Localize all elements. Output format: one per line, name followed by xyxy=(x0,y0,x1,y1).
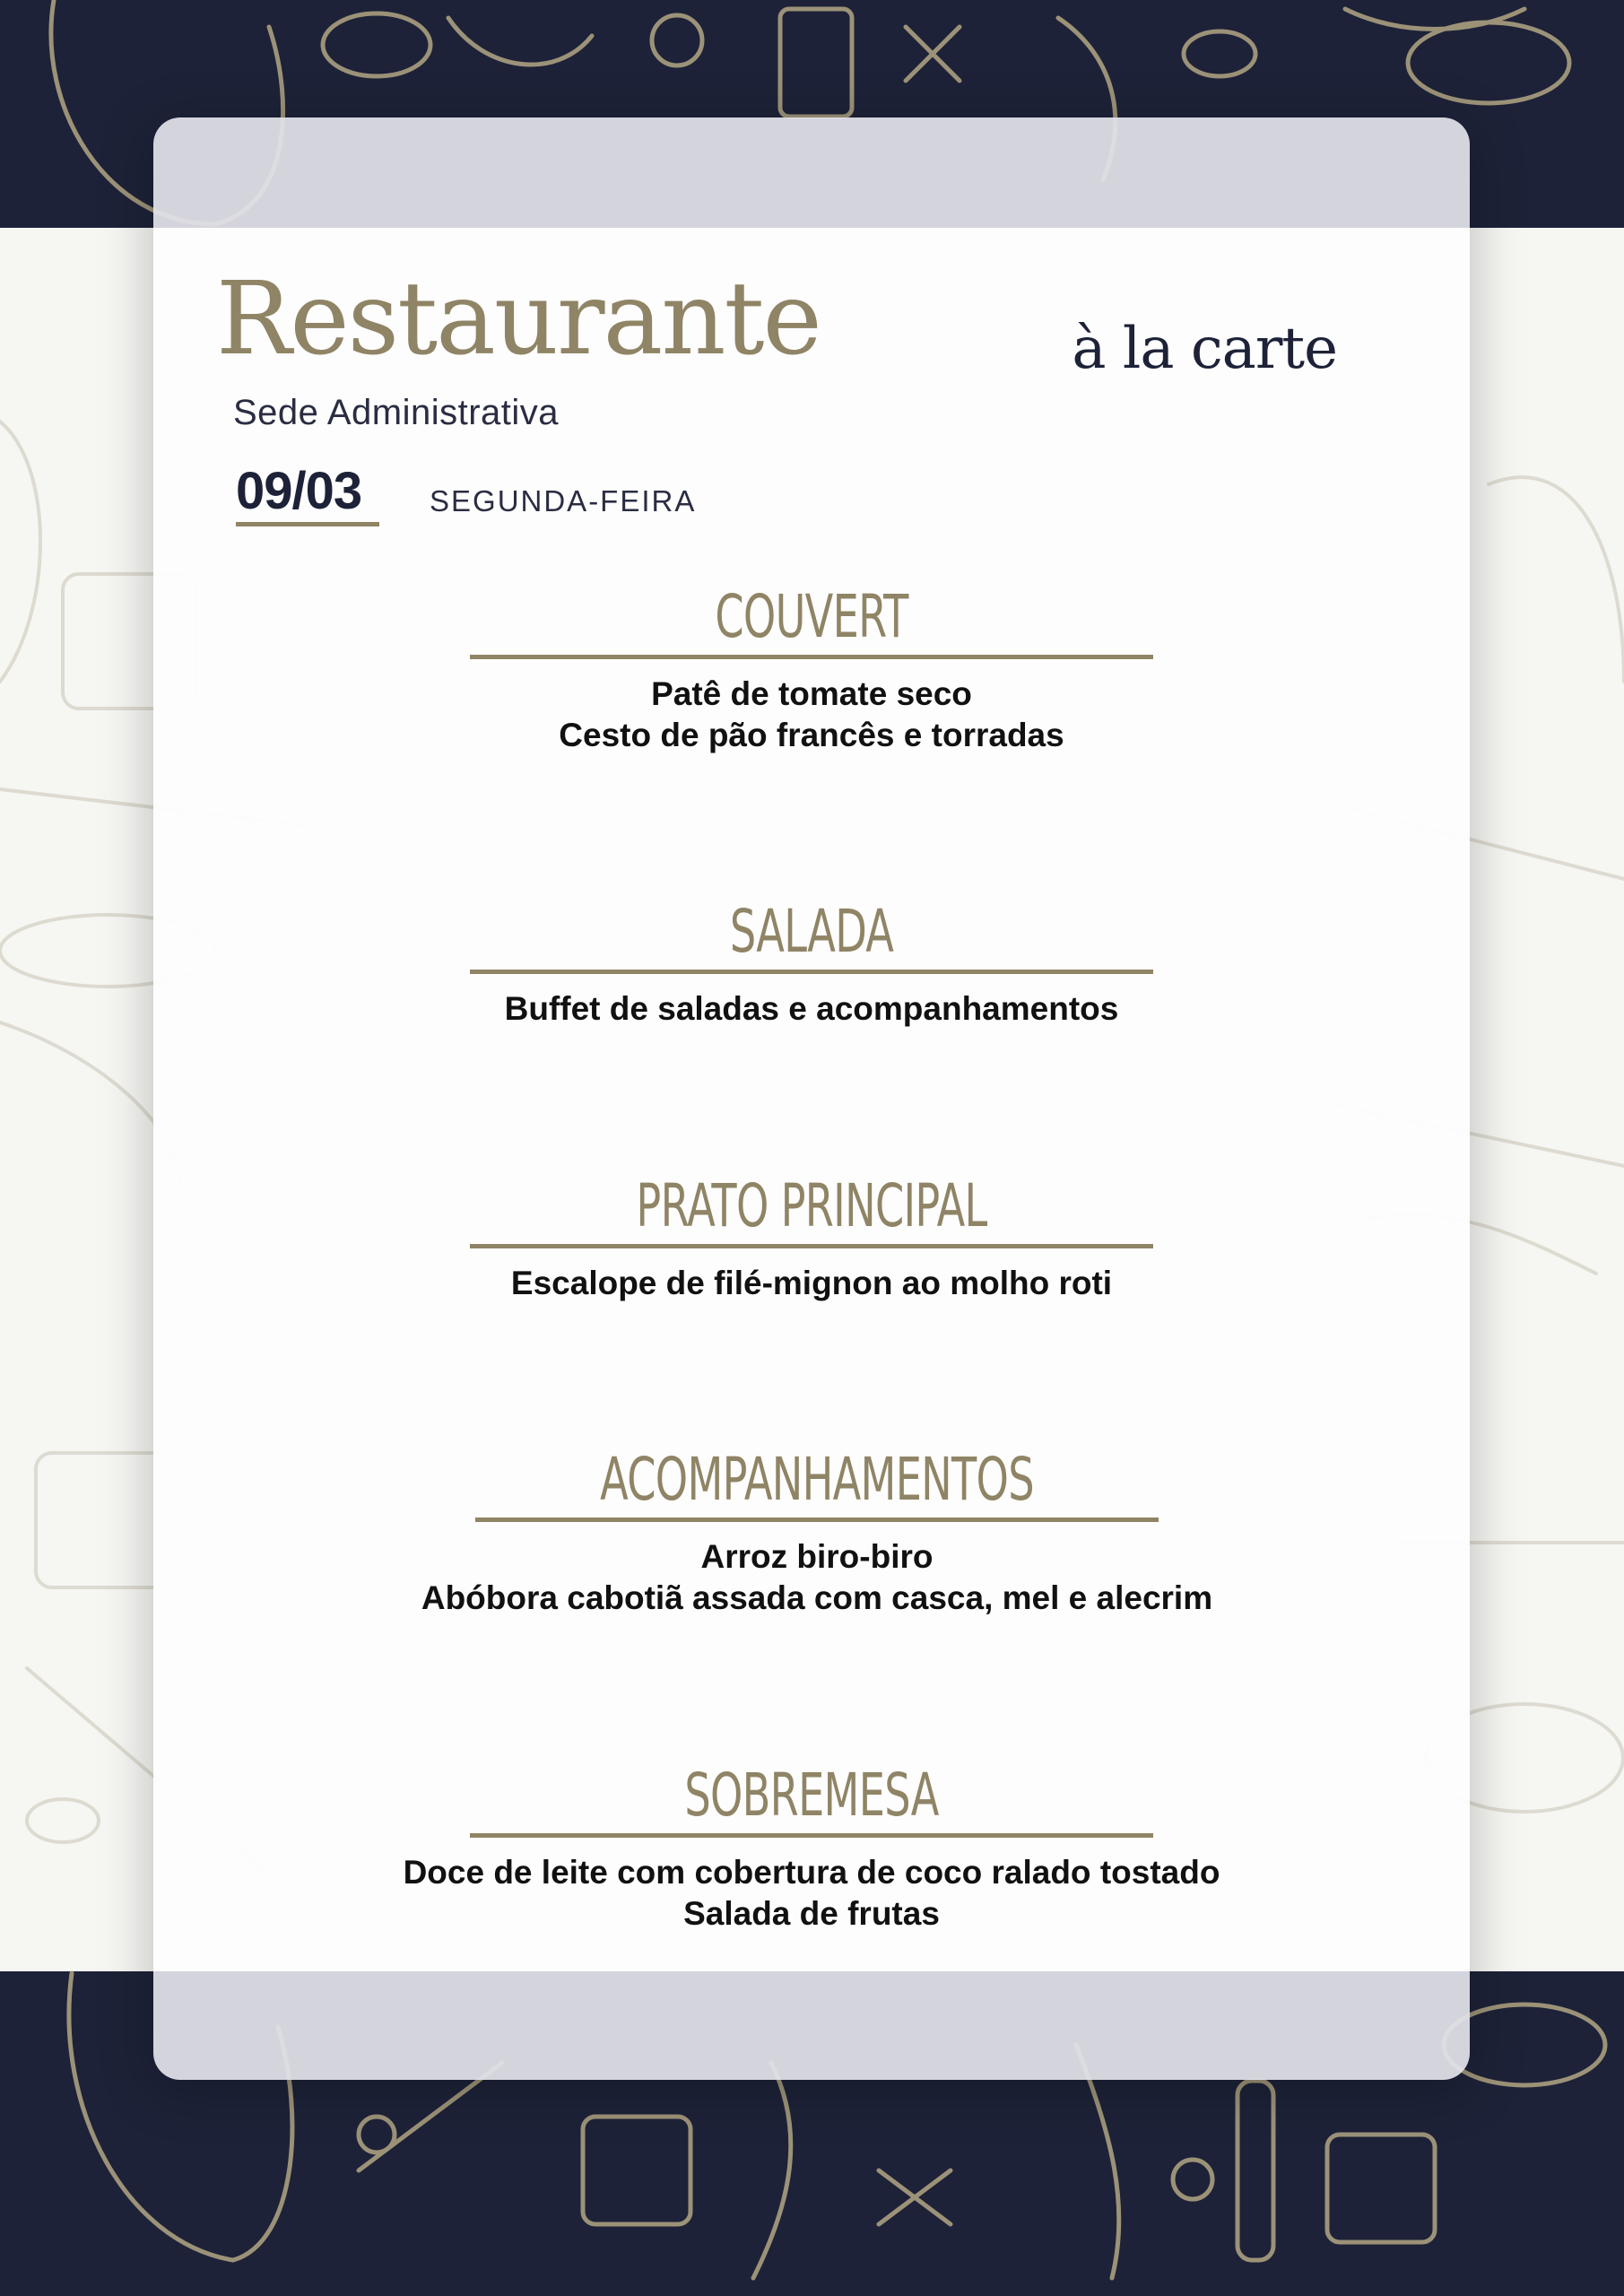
restaurant-subtitle: Sede Administrativa xyxy=(233,393,560,432)
menu-item: Buffet de saladas e acompanhamentos xyxy=(504,990,1119,1027)
section-title: SOBREMESA xyxy=(684,1761,939,1830)
section-title: COUVERT xyxy=(715,582,908,651)
section-prato-principal xyxy=(470,1171,1153,1304)
menu-item: Escalope de filé-mignon ao molho roti xyxy=(510,1265,1113,1301)
service-label: à la carte xyxy=(1072,316,1337,382)
section-sobremesa xyxy=(403,1761,1220,1935)
menu-item: Arroz biro-biro xyxy=(700,1538,934,1575)
section-rule xyxy=(475,1518,1159,1522)
menu-item: Abóbora cabotiã assada com casca, mel e alecrim xyxy=(421,1579,1213,1616)
section-acompanhamentos xyxy=(421,1445,1213,1619)
menu-item: Patê de tomate seco xyxy=(651,675,972,712)
menu-item: Doce de leite com cobertura de coco ralado tostado xyxy=(403,1854,1220,1891)
menu-item: Salada de frutas xyxy=(683,1895,940,1932)
menu-weekday: SEGUNDA-FEIRA xyxy=(430,484,697,517)
section-salada xyxy=(470,897,1153,1030)
section-title: SALADA xyxy=(729,897,894,966)
section-title: ACOMPANHAMENTOS xyxy=(600,1445,1034,1514)
section-couvert xyxy=(470,582,1153,756)
restaurant-title: Restaurante xyxy=(216,261,821,378)
menu-item: Cesto de pão francês e torradas xyxy=(559,717,1064,753)
section-rule xyxy=(470,655,1153,659)
section-rule xyxy=(470,970,1153,974)
section-rule xyxy=(470,1833,1153,1838)
section-rule xyxy=(470,1244,1153,1248)
date-underline xyxy=(236,522,379,526)
menu-date: 09/03 xyxy=(236,462,362,520)
section-title: PRATO PRINCIPAL xyxy=(636,1171,987,1240)
